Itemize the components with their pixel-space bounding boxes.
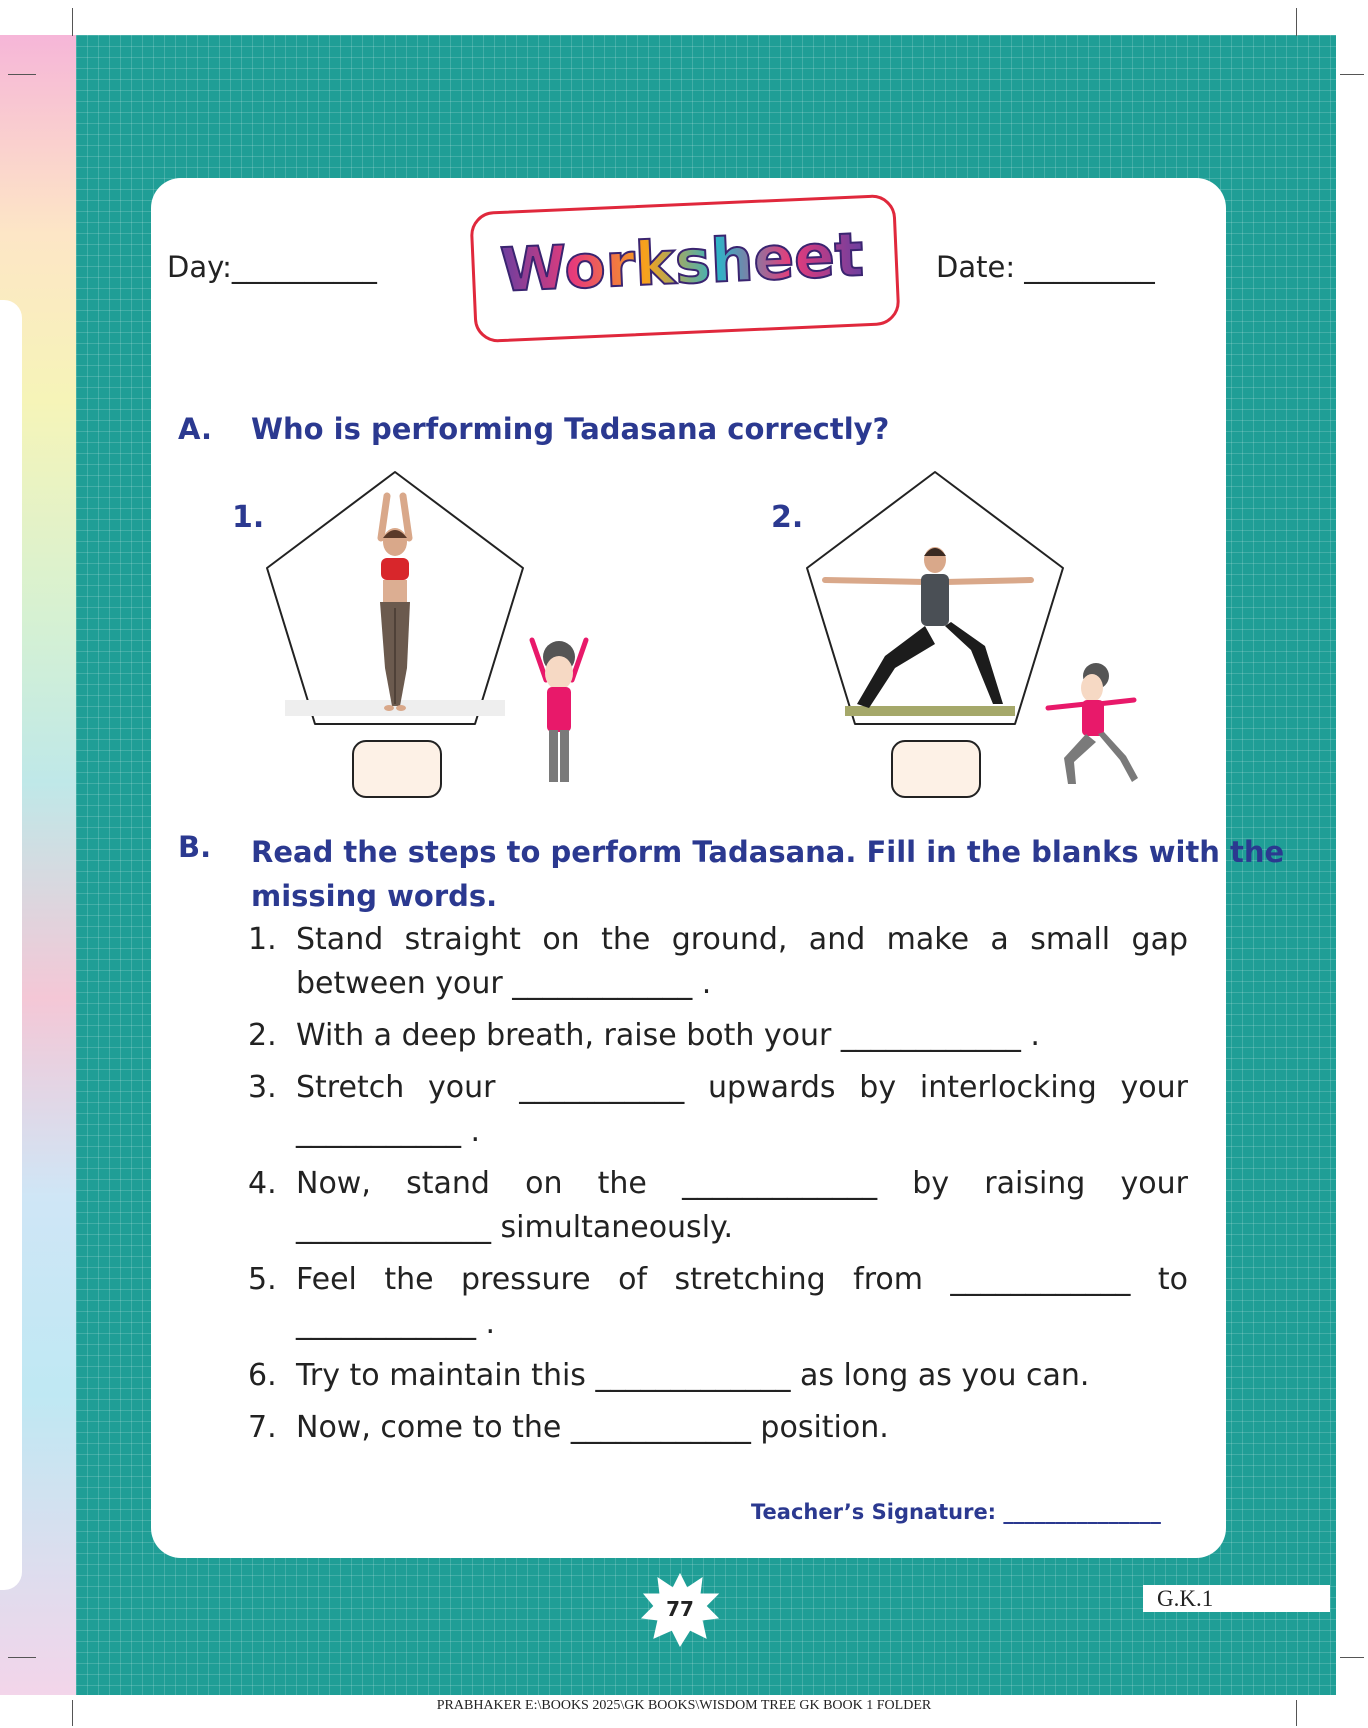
step-number: 6. bbox=[248, 1358, 277, 1393]
step-text: Now, stand on the _____________ by raising your _____________ simultaneously. bbox=[296, 1166, 1188, 1245]
step-text: With a deep breath, raise both your ____________ . bbox=[296, 1018, 1040, 1053]
cartoon-girl-tadasana bbox=[524, 625, 594, 790]
section-b-question bbox=[251, 830, 1284, 918]
step-number: 4. bbox=[248, 1166, 277, 1201]
step-text: Stretch your ___________ upwards by interlocking your ___________ . bbox=[296, 1070, 1188, 1149]
step-text: Stand straight on the ground, and make a small gap between your ____________ . bbox=[296, 922, 1188, 1001]
step-number: 2. bbox=[248, 1018, 277, 1053]
step-text: Now, come to the ____________ position. bbox=[296, 1410, 889, 1445]
date-field[interactable]: Date: _________ bbox=[936, 250, 1155, 284]
crop-mark bbox=[1296, 8, 1297, 36]
page-number-badge bbox=[640, 1572, 720, 1648]
teacher-signature-field[interactable]: Teacher’s Signature: _______________ bbox=[751, 1500, 1161, 1524]
option-1-number: 1. bbox=[232, 500, 265, 535]
step-item bbox=[248, 1014, 1188, 1058]
step-item bbox=[248, 918, 1188, 1006]
step-text: Feel the pressure of stretching from ____________ to ____________ . bbox=[296, 1262, 1188, 1341]
step-number: 3. bbox=[248, 1070, 277, 1105]
page-number: 77 bbox=[666, 1597, 694, 1621]
step-number: 5. bbox=[248, 1262, 277, 1297]
step-item bbox=[248, 1162, 1188, 1250]
option-2-answer-box[interactable] bbox=[891, 740, 981, 798]
step-number: 7. bbox=[248, 1410, 277, 1445]
svg-text:Worksheet: Worksheet bbox=[498, 220, 865, 306]
section-a-question: Who is performing Tadasana correctly? bbox=[251, 412, 890, 446]
steps-list bbox=[248, 918, 1188, 1458]
crop-mark bbox=[8, 1657, 36, 1658]
section-b-question-line1: Read the steps to perform Tadasana. Fill in the blanks with the bbox=[251, 835, 1285, 869]
crop-mark bbox=[72, 8, 73, 36]
rainbow-side-strip bbox=[0, 35, 76, 1695]
cartoon-girl-warrior-pose bbox=[1040, 660, 1140, 790]
step-item bbox=[248, 1066, 1188, 1154]
step-item bbox=[248, 1406, 1188, 1450]
option-2-image-frame bbox=[795, 468, 1075, 730]
step-item bbox=[248, 1258, 1188, 1346]
step-item bbox=[248, 1354, 1188, 1398]
crop-mark bbox=[1340, 74, 1364, 75]
crop-mark bbox=[8, 74, 36, 75]
option-1-answer-box[interactable] bbox=[352, 740, 442, 798]
worksheet-title bbox=[490, 215, 875, 310]
section-b-letter: B. bbox=[178, 830, 212, 864]
day-field[interactable]: Day:__________ bbox=[167, 250, 377, 284]
section-b-question-line2: missing words. bbox=[251, 879, 498, 913]
print-file-path: PRABHAKER E:\BOOKS 2025\GK BOOKS\WISDOM TREE GK BOOK 1 FOLDER bbox=[436, 1698, 932, 1713]
option-2-number: 2. bbox=[771, 500, 804, 535]
crop-mark bbox=[1340, 1657, 1364, 1658]
section-a-letter: A. bbox=[178, 412, 212, 446]
book-code-label: G.K.1 bbox=[1143, 1585, 1330, 1612]
option-1-image-frame bbox=[255, 468, 535, 730]
step-text: Try to maintain this _____________ as long as you can. bbox=[296, 1358, 1090, 1393]
step-number: 1. bbox=[248, 922, 277, 957]
